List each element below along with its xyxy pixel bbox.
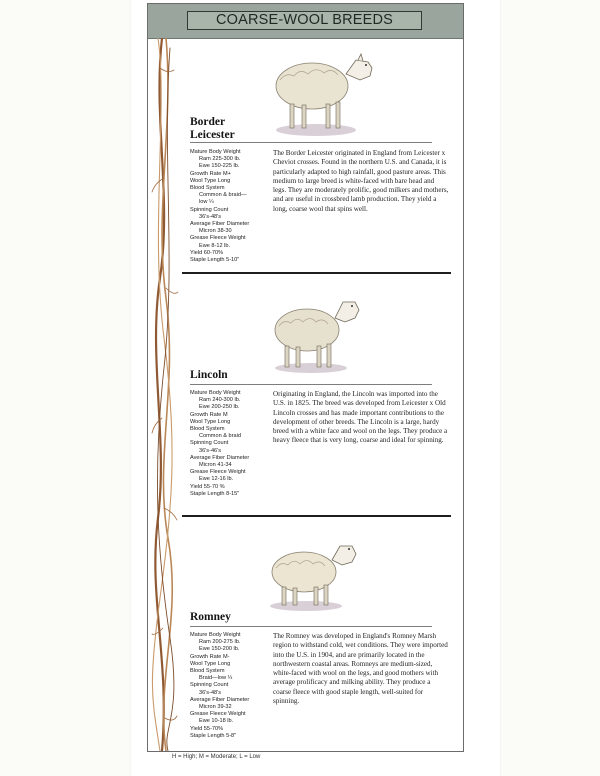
stat-line: Blood System	[190, 185, 225, 192]
stat-line: low ¼	[199, 199, 214, 206]
heading-rule	[190, 626, 432, 627]
sheep-illustration-icon	[263, 286, 363, 376]
stat-line: Spinning Count	[190, 206, 229, 213]
stat-line: Micron 41-34	[199, 462, 232, 469]
stat-line: Common & braid	[199, 433, 241, 440]
stat-line: Wool Type Long	[190, 177, 231, 184]
breeds-panel	[147, 3, 464, 752]
breed-stats	[190, 149, 276, 264]
stat-line: 36's-46's	[199, 447, 222, 454]
stat-line: Ewe 150-225 lb.	[199, 163, 240, 170]
stat-line: Ewe 150-200 lb.	[199, 646, 240, 653]
stat-line: Wool Type Long	[190, 418, 231, 425]
stat-line: Micron 38-30	[199, 228, 232, 235]
stat-line: Average Fiber Diameter	[190, 454, 250, 461]
breed-stats	[190, 390, 276, 498]
stat-line: Growth Rate M-	[190, 653, 230, 660]
breed-description: The Romney was developed in England's Romney Marsh region to withstand cold, wet conditions. They were imported into the U.S. in 1904, and are primarily located in the northwestern coastal areas. Romneys are medium-sized, white-faced with wool on the legs, and good mothers with average prolificacy and milking ability. They produce a coarse fleece with good staple length, well-suited for spinning.	[273, 632, 448, 706]
stat-line: Ewe 200-250 lb.	[199, 404, 240, 411]
breed-description: Originating in England, the Lincoln was imported into the U.S. in 1825. The breed was developed from Leicester x Old Lincoln crosses and has made important contributions to the development of other breeds. The Lincoln is a large, hardy breed with a white face and wool on the legs. They produce a heavy fleece that is very long, coarse and ideal for spinning.	[273, 390, 448, 445]
stat-line: Common & braid—	[199, 192, 247, 199]
stat-line: Mature Body Weight	[190, 390, 241, 396]
heading-rule	[190, 384, 432, 385]
stat-line: Ram 200-275 lb.	[199, 639, 241, 646]
stat-line: 36's-48's	[199, 213, 222, 220]
stat-line: Blood System	[190, 668, 225, 675]
stat-line: Staple Length 8-15"	[190, 490, 240, 497]
stat-line: Grease Fleece Weight	[190, 469, 246, 476]
stat-line: Blood System	[190, 426, 225, 433]
stat-line: Staple Length 5-10"	[190, 257, 240, 264]
stat-line: Average Fiber Diameter	[190, 221, 250, 228]
stat-line: Mature Body Weight	[190, 149, 241, 155]
legend-footnote: H = High; M = Moderate; L = Low	[172, 754, 261, 760]
stat-line: Yield 60-70%	[190, 249, 224, 256]
stat-line: Yield 55-70 %	[190, 483, 225, 490]
stat-line: Wool Type Long	[190, 660, 231, 667]
stat-line: Staple Length 5-8"	[190, 732, 237, 739]
stat-line: Spinning Count	[190, 440, 229, 447]
stat-line: Ewe 12-16 lb.	[199, 476, 234, 483]
breed-section-lincoln	[148, 274, 463, 517]
breed-stats	[190, 632, 276, 740]
sheep-illustration-icon	[260, 532, 360, 614]
stat-line: Growth Rate M	[190, 411, 228, 418]
breed-description: The Border Leicester originated in England from Leicester x Cheviot crosses. Found in the northern U.S. and Canada, it is particularly adapted to high rainfall, good pasture areas. This medium to large breed is white-faced with bare head and legs. They are moderately prolific, good milkers and mothers, and are useful in crossbred lamb production. They yield a long, coarse wool that spins well.	[273, 149, 449, 213]
stat-line: Spinning Count	[190, 682, 229, 689]
stat-line: Ewe 8-12 lb.	[199, 242, 231, 249]
stat-line: Grease Fleece Weight	[190, 235, 246, 242]
stat-line: Growth Rate M+	[190, 170, 231, 177]
stat-line: Mature Body Weight	[190, 632, 241, 638]
breed-name: Romney	[190, 611, 231, 623]
stat-line: Ram 240-300 lb.	[199, 397, 241, 404]
sheep-illustration-icon	[266, 42, 378, 138]
stat-line: Braid—low ¼	[199, 675, 233, 682]
stat-line: Ram 225-300 lb.	[199, 156, 241, 163]
stat-line: Grease Fleece Weight	[190, 711, 246, 718]
stat-line: 36's-48's	[199, 689, 222, 696]
stat-line: Ewe 10-18 lb.	[199, 718, 234, 725]
page-title: COARSE-WOOL BREEDS	[187, 11, 422, 30]
breed-section-border-leicester	[148, 4, 463, 274]
stat-line: Average Fiber Diameter	[190, 696, 250, 703]
breed-name: Lincoln	[190, 369, 228, 381]
heading-rule	[190, 142, 432, 143]
breed-name: Border Leicester	[190, 116, 235, 141]
stat-line: Micron 39-32	[199, 704, 232, 711]
breed-section-romney	[148, 517, 463, 751]
stat-line: Yield 55-70%	[190, 725, 224, 732]
